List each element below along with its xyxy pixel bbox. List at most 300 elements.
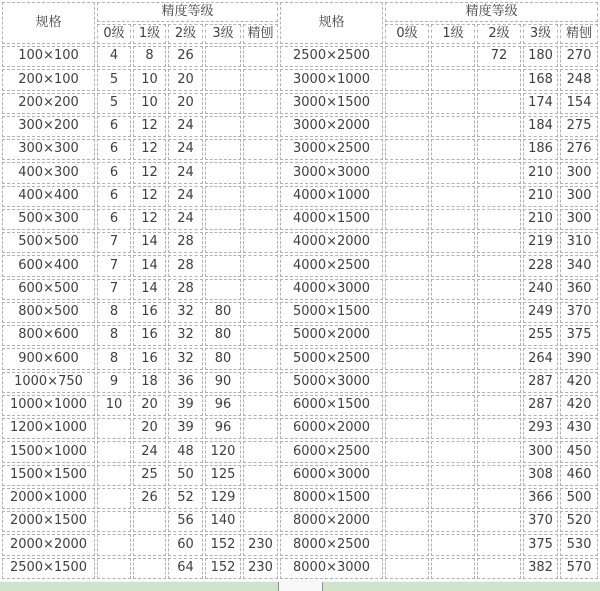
value-cell: 20 bbox=[133, 395, 166, 416]
value-cell: 7 bbox=[97, 255, 131, 276]
value-cell: 26 bbox=[168, 46, 203, 67]
value-cell: 264 bbox=[523, 348, 558, 369]
spec-cell: 3000×2500 bbox=[280, 139, 383, 160]
value-cell: 230 bbox=[243, 534, 278, 555]
value-cell: 249 bbox=[523, 302, 558, 323]
value-cell: 72 bbox=[477, 46, 521, 67]
spec-cell: 2000×1000 bbox=[2, 488, 95, 509]
value-cell: 460 bbox=[560, 465, 598, 486]
value-cell bbox=[385, 325, 429, 346]
value-cell bbox=[385, 372, 429, 393]
value-cell: 450 bbox=[560, 441, 598, 462]
value-cell bbox=[431, 255, 475, 276]
grade-header-3-right: 3级 bbox=[523, 24, 558, 44]
spec-cell: 5000×1500 bbox=[280, 302, 383, 323]
value-cell bbox=[205, 232, 241, 253]
value-cell: 180 bbox=[523, 46, 558, 67]
spec-column-header-left: 规格 bbox=[2, 2, 95, 44]
table-row bbox=[2, 488, 598, 509]
value-cell: 25 bbox=[133, 465, 166, 486]
value-cell bbox=[97, 441, 131, 462]
spec-cell: 6000×2500 bbox=[280, 441, 383, 462]
value-cell bbox=[431, 348, 475, 369]
value-cell: 420 bbox=[560, 372, 598, 393]
value-cell: 300 bbox=[523, 441, 558, 462]
table-row bbox=[2, 325, 598, 346]
spec-cell: 8000×3000 bbox=[280, 558, 383, 580]
value-cell bbox=[243, 279, 278, 300]
table-row bbox=[2, 116, 598, 137]
value-cell bbox=[243, 186, 278, 207]
footer-strip bbox=[0, 581, 600, 591]
spec-cell: 8000×2500 bbox=[280, 534, 383, 555]
value-cell bbox=[243, 325, 278, 346]
value-cell: 64 bbox=[168, 558, 203, 580]
grade-header-1-left: 1级 bbox=[133, 24, 166, 44]
value-cell: 24 bbox=[168, 209, 203, 230]
value-cell: 340 bbox=[560, 255, 598, 276]
spec-cell: 100×100 bbox=[2, 46, 95, 67]
value-cell: 28 bbox=[168, 232, 203, 253]
value-cell: 90 bbox=[205, 372, 241, 393]
value-cell: 360 bbox=[560, 279, 598, 300]
value-cell: 129 bbox=[205, 488, 241, 509]
value-cell bbox=[385, 418, 429, 439]
table-row bbox=[2, 441, 598, 462]
value-cell: 14 bbox=[133, 255, 166, 276]
value-cell bbox=[477, 209, 521, 230]
spec-cell: 600×500 bbox=[2, 279, 95, 300]
value-cell: 152 bbox=[205, 558, 241, 580]
value-cell: 52 bbox=[168, 488, 203, 509]
value-cell bbox=[385, 93, 429, 114]
spec-cell: 2000×2000 bbox=[2, 534, 95, 555]
value-cell bbox=[431, 139, 475, 160]
spec-cell: 3000×2000 bbox=[280, 116, 383, 137]
table-row bbox=[2, 46, 598, 67]
value-cell bbox=[477, 418, 521, 439]
value-cell bbox=[477, 348, 521, 369]
value-cell: 50 bbox=[168, 465, 203, 486]
value-cell: 230 bbox=[243, 558, 278, 580]
spec-cell: 200×200 bbox=[2, 93, 95, 114]
value-cell bbox=[477, 511, 521, 532]
value-cell: 500 bbox=[560, 488, 598, 509]
table-row bbox=[2, 348, 598, 369]
spec-cell: 1000×1000 bbox=[2, 395, 95, 416]
spec-cell: 4000×3000 bbox=[280, 279, 383, 300]
value-cell: 16 bbox=[133, 348, 166, 369]
value-cell bbox=[205, 186, 241, 207]
value-cell bbox=[385, 395, 429, 416]
value-cell bbox=[243, 232, 278, 253]
value-cell: 6 bbox=[97, 209, 131, 230]
value-cell: 210 bbox=[523, 162, 558, 183]
value-cell bbox=[477, 279, 521, 300]
value-cell: 20 bbox=[168, 93, 203, 114]
value-cell: 8 bbox=[97, 302, 131, 323]
value-cell: 248 bbox=[560, 69, 598, 90]
value-cell bbox=[477, 488, 521, 509]
spec-cell: 400×300 bbox=[2, 162, 95, 183]
value-cell: 14 bbox=[133, 279, 166, 300]
spec-cell: 900×600 bbox=[2, 348, 95, 369]
value-cell bbox=[477, 395, 521, 416]
value-cell bbox=[243, 372, 278, 393]
spec-cell: 1200×1000 bbox=[2, 418, 95, 439]
value-cell: 168 bbox=[523, 69, 558, 90]
table-row bbox=[2, 139, 598, 160]
value-cell: 270 bbox=[560, 46, 598, 67]
value-cell bbox=[431, 488, 475, 509]
value-cell: 370 bbox=[523, 511, 558, 532]
table-row bbox=[2, 69, 598, 90]
value-cell: 375 bbox=[523, 534, 558, 555]
value-cell: 152 bbox=[205, 534, 241, 555]
value-cell bbox=[243, 302, 278, 323]
grade-header-2-right: 2级 bbox=[477, 24, 521, 44]
value-cell bbox=[243, 418, 278, 439]
value-cell bbox=[431, 209, 475, 230]
value-cell: 287 bbox=[523, 395, 558, 416]
value-cell: 10 bbox=[97, 395, 131, 416]
value-cell: 125 bbox=[205, 465, 241, 486]
table-row bbox=[2, 232, 598, 253]
value-cell bbox=[385, 162, 429, 183]
value-cell: 28 bbox=[168, 255, 203, 276]
spec-cell: 200×100 bbox=[2, 69, 95, 90]
spec-cell: 500×500 bbox=[2, 232, 95, 253]
value-cell bbox=[477, 69, 521, 90]
value-cell: 24 bbox=[168, 186, 203, 207]
spec-cell: 300×300 bbox=[2, 139, 95, 160]
value-cell bbox=[385, 209, 429, 230]
value-cell bbox=[97, 511, 131, 532]
value-cell bbox=[205, 255, 241, 276]
value-cell: 8 bbox=[133, 46, 166, 67]
value-cell bbox=[431, 325, 475, 346]
table-row bbox=[2, 302, 598, 323]
value-cell: 20 bbox=[133, 418, 166, 439]
value-cell bbox=[431, 441, 475, 462]
value-cell: 12 bbox=[133, 162, 166, 183]
value-cell bbox=[431, 558, 475, 580]
value-cell bbox=[431, 395, 475, 416]
value-cell: 8 bbox=[97, 325, 131, 346]
value-cell: 7 bbox=[97, 279, 131, 300]
value-cell: 4 bbox=[97, 46, 131, 67]
spec-cell: 4000×1000 bbox=[280, 186, 383, 207]
grade-header-4-right: 精刨 bbox=[560, 24, 598, 44]
value-cell bbox=[97, 465, 131, 486]
value-cell: 24 bbox=[168, 116, 203, 137]
value-cell bbox=[385, 46, 429, 67]
value-cell bbox=[431, 372, 475, 393]
grade-header-4-left: 精刨 bbox=[243, 24, 278, 44]
value-cell bbox=[385, 558, 429, 580]
table-row bbox=[2, 372, 598, 393]
value-cell: 16 bbox=[133, 302, 166, 323]
spec-cell: 3000×3000 bbox=[280, 162, 383, 183]
value-cell: 154 bbox=[560, 93, 598, 114]
table-row bbox=[2, 511, 598, 532]
value-cell: 12 bbox=[133, 116, 166, 137]
value-cell bbox=[477, 558, 521, 580]
value-cell: 390 bbox=[560, 348, 598, 369]
spec-cell: 2000×1500 bbox=[2, 511, 95, 532]
value-cell: 9 bbox=[97, 372, 131, 393]
spec-cell: 8000×1500 bbox=[280, 488, 383, 509]
value-cell bbox=[243, 255, 278, 276]
value-cell: 26 bbox=[133, 488, 166, 509]
value-cell bbox=[243, 162, 278, 183]
value-cell bbox=[385, 279, 429, 300]
value-cell bbox=[243, 395, 278, 416]
spec-cell: 600×400 bbox=[2, 255, 95, 276]
value-cell bbox=[243, 116, 278, 137]
spec-cell: 1500×1500 bbox=[2, 465, 95, 486]
value-cell: 300 bbox=[560, 186, 598, 207]
value-cell bbox=[133, 558, 166, 580]
value-cell bbox=[385, 255, 429, 276]
table-row bbox=[2, 255, 598, 276]
value-cell: 32 bbox=[168, 302, 203, 323]
value-cell bbox=[385, 186, 429, 207]
value-cell bbox=[243, 93, 278, 114]
value-cell bbox=[431, 232, 475, 253]
value-cell bbox=[205, 209, 241, 230]
value-cell bbox=[205, 69, 241, 90]
spec-cell: 6000×3000 bbox=[280, 465, 383, 486]
value-cell: 8 bbox=[97, 348, 131, 369]
value-cell: 5 bbox=[97, 93, 131, 114]
value-cell bbox=[385, 534, 429, 555]
value-cell bbox=[385, 69, 429, 90]
value-cell bbox=[385, 302, 429, 323]
table-row bbox=[2, 162, 598, 183]
value-cell bbox=[477, 232, 521, 253]
value-cell bbox=[97, 418, 131, 439]
value-cell: 140 bbox=[205, 511, 241, 532]
value-cell bbox=[431, 418, 475, 439]
value-cell: 430 bbox=[560, 418, 598, 439]
value-cell: 6 bbox=[97, 139, 131, 160]
value-cell: 60 bbox=[168, 534, 203, 555]
value-cell bbox=[385, 441, 429, 462]
value-cell: 80 bbox=[205, 325, 241, 346]
value-cell bbox=[133, 534, 166, 555]
value-cell bbox=[97, 534, 131, 555]
value-cell bbox=[243, 46, 278, 67]
value-cell: 32 bbox=[168, 325, 203, 346]
value-cell: 308 bbox=[523, 465, 558, 486]
value-cell: 36 bbox=[168, 372, 203, 393]
value-cell bbox=[477, 186, 521, 207]
value-cell bbox=[243, 511, 278, 532]
value-cell: 96 bbox=[205, 395, 241, 416]
spec-cell: 800×600 bbox=[2, 325, 95, 346]
value-cell bbox=[477, 116, 521, 137]
value-cell: 48 bbox=[168, 441, 203, 462]
table-header bbox=[2, 2, 598, 44]
value-cell: 6 bbox=[97, 116, 131, 137]
value-cell: 14 bbox=[133, 232, 166, 253]
value-cell bbox=[431, 302, 475, 323]
grade-header-0-right: 0级 bbox=[385, 24, 429, 44]
value-cell: 186 bbox=[523, 139, 558, 160]
value-cell bbox=[97, 558, 131, 580]
table-row bbox=[2, 534, 598, 555]
value-cell: 276 bbox=[560, 139, 598, 160]
value-cell bbox=[385, 465, 429, 486]
spec-cell: 400×400 bbox=[2, 186, 95, 207]
value-cell: 210 bbox=[523, 209, 558, 230]
value-cell: 6 bbox=[97, 162, 131, 183]
value-cell bbox=[431, 534, 475, 555]
value-cell: 56 bbox=[168, 511, 203, 532]
value-cell: 310 bbox=[560, 232, 598, 253]
value-cell: 18 bbox=[133, 372, 166, 393]
value-cell: 28 bbox=[168, 279, 203, 300]
value-cell bbox=[431, 69, 475, 90]
value-cell bbox=[385, 139, 429, 160]
value-cell: 10 bbox=[133, 69, 166, 90]
table-row bbox=[2, 186, 598, 207]
value-cell bbox=[205, 139, 241, 160]
value-cell: 39 bbox=[168, 395, 203, 416]
value-cell: 10 bbox=[133, 93, 166, 114]
value-cell: 32 bbox=[168, 348, 203, 369]
spec-cell: 6000×2000 bbox=[280, 418, 383, 439]
value-cell bbox=[97, 488, 131, 509]
spec-cell: 3000×1000 bbox=[280, 69, 383, 90]
value-cell: 293 bbox=[523, 418, 558, 439]
value-cell: 24 bbox=[168, 162, 203, 183]
value-cell: 300 bbox=[560, 209, 598, 230]
value-cell bbox=[477, 372, 521, 393]
value-cell bbox=[385, 511, 429, 532]
spec-cell: 2500×1500 bbox=[2, 558, 95, 580]
spec-cell: 5000×2500 bbox=[280, 348, 383, 369]
value-cell: 120 bbox=[205, 441, 241, 462]
spec-cell: 4000×2500 bbox=[280, 255, 383, 276]
value-cell: 520 bbox=[560, 511, 598, 532]
value-cell bbox=[431, 279, 475, 300]
value-cell: 210 bbox=[523, 186, 558, 207]
value-cell bbox=[477, 441, 521, 462]
spec-cell: 5000×2000 bbox=[280, 325, 383, 346]
value-cell bbox=[205, 116, 241, 137]
value-cell bbox=[243, 441, 278, 462]
value-cell bbox=[205, 46, 241, 67]
value-cell bbox=[477, 255, 521, 276]
value-cell bbox=[431, 162, 475, 183]
value-cell bbox=[477, 139, 521, 160]
table-row bbox=[2, 418, 598, 439]
spec-column-header-right: 规格 bbox=[280, 2, 383, 44]
table-row bbox=[2, 209, 598, 230]
footer-partial-cell bbox=[278, 582, 323, 591]
spec-cell: 3000×1500 bbox=[280, 93, 383, 114]
value-cell bbox=[385, 488, 429, 509]
value-cell: 24 bbox=[133, 441, 166, 462]
table-body bbox=[2, 46, 598, 579]
table-row bbox=[2, 93, 598, 114]
table-row bbox=[2, 395, 598, 416]
value-cell: 96 bbox=[205, 418, 241, 439]
table-row bbox=[2, 279, 598, 300]
value-cell: 530 bbox=[560, 534, 598, 555]
value-cell bbox=[205, 162, 241, 183]
value-cell: 366 bbox=[523, 488, 558, 509]
value-cell: 375 bbox=[560, 325, 598, 346]
value-cell bbox=[205, 93, 241, 114]
value-cell bbox=[243, 465, 278, 486]
value-cell bbox=[385, 348, 429, 369]
value-cell: 12 bbox=[133, 186, 166, 207]
spec-cell: 300×200 bbox=[2, 116, 95, 137]
value-cell bbox=[243, 488, 278, 509]
spec-cell: 1000×750 bbox=[2, 372, 95, 393]
value-cell bbox=[431, 186, 475, 207]
precision-group-header-right: 精度等级 bbox=[385, 2, 598, 22]
value-cell bbox=[243, 69, 278, 90]
value-cell bbox=[133, 511, 166, 532]
value-cell: 300 bbox=[560, 162, 598, 183]
value-cell: 20 bbox=[168, 69, 203, 90]
grade-header-2-left: 2级 bbox=[168, 24, 203, 44]
value-cell: 570 bbox=[560, 558, 598, 580]
value-cell bbox=[385, 116, 429, 137]
spec-cell: 2500×2500 bbox=[280, 46, 383, 67]
spec-cell: 4000×1500 bbox=[280, 209, 383, 230]
value-cell: 275 bbox=[560, 116, 598, 137]
group-header-row bbox=[2, 2, 598, 22]
value-cell: 24 bbox=[168, 139, 203, 160]
grade-header-0-left: 0级 bbox=[97, 24, 131, 44]
value-cell bbox=[431, 465, 475, 486]
value-cell: 80 bbox=[205, 302, 241, 323]
value-cell: 184 bbox=[523, 116, 558, 137]
value-cell bbox=[477, 465, 521, 486]
spec-cell: 4000×2000 bbox=[280, 232, 383, 253]
value-cell: 80 bbox=[205, 348, 241, 369]
value-cell: 5 bbox=[97, 69, 131, 90]
spec-cell: 5000×3000 bbox=[280, 372, 383, 393]
value-cell: 287 bbox=[523, 372, 558, 393]
value-cell bbox=[477, 325, 521, 346]
value-cell bbox=[477, 534, 521, 555]
value-cell: 370 bbox=[560, 302, 598, 323]
value-cell: 382 bbox=[523, 558, 558, 580]
value-cell bbox=[431, 116, 475, 137]
spec-cell: 800×500 bbox=[2, 302, 95, 323]
value-cell bbox=[431, 511, 475, 532]
value-cell: 240 bbox=[523, 279, 558, 300]
spec-cell: 1500×1000 bbox=[2, 441, 95, 462]
value-cell bbox=[431, 46, 475, 67]
value-cell bbox=[477, 302, 521, 323]
value-cell bbox=[243, 139, 278, 160]
value-cell bbox=[477, 93, 521, 114]
grade-header-3-left: 3级 bbox=[205, 24, 241, 44]
value-cell: 174 bbox=[523, 93, 558, 114]
value-cell: 219 bbox=[523, 232, 558, 253]
value-cell: 255 bbox=[523, 325, 558, 346]
spec-cell: 6000×1500 bbox=[280, 395, 383, 416]
value-cell bbox=[243, 348, 278, 369]
value-cell: 16 bbox=[133, 325, 166, 346]
